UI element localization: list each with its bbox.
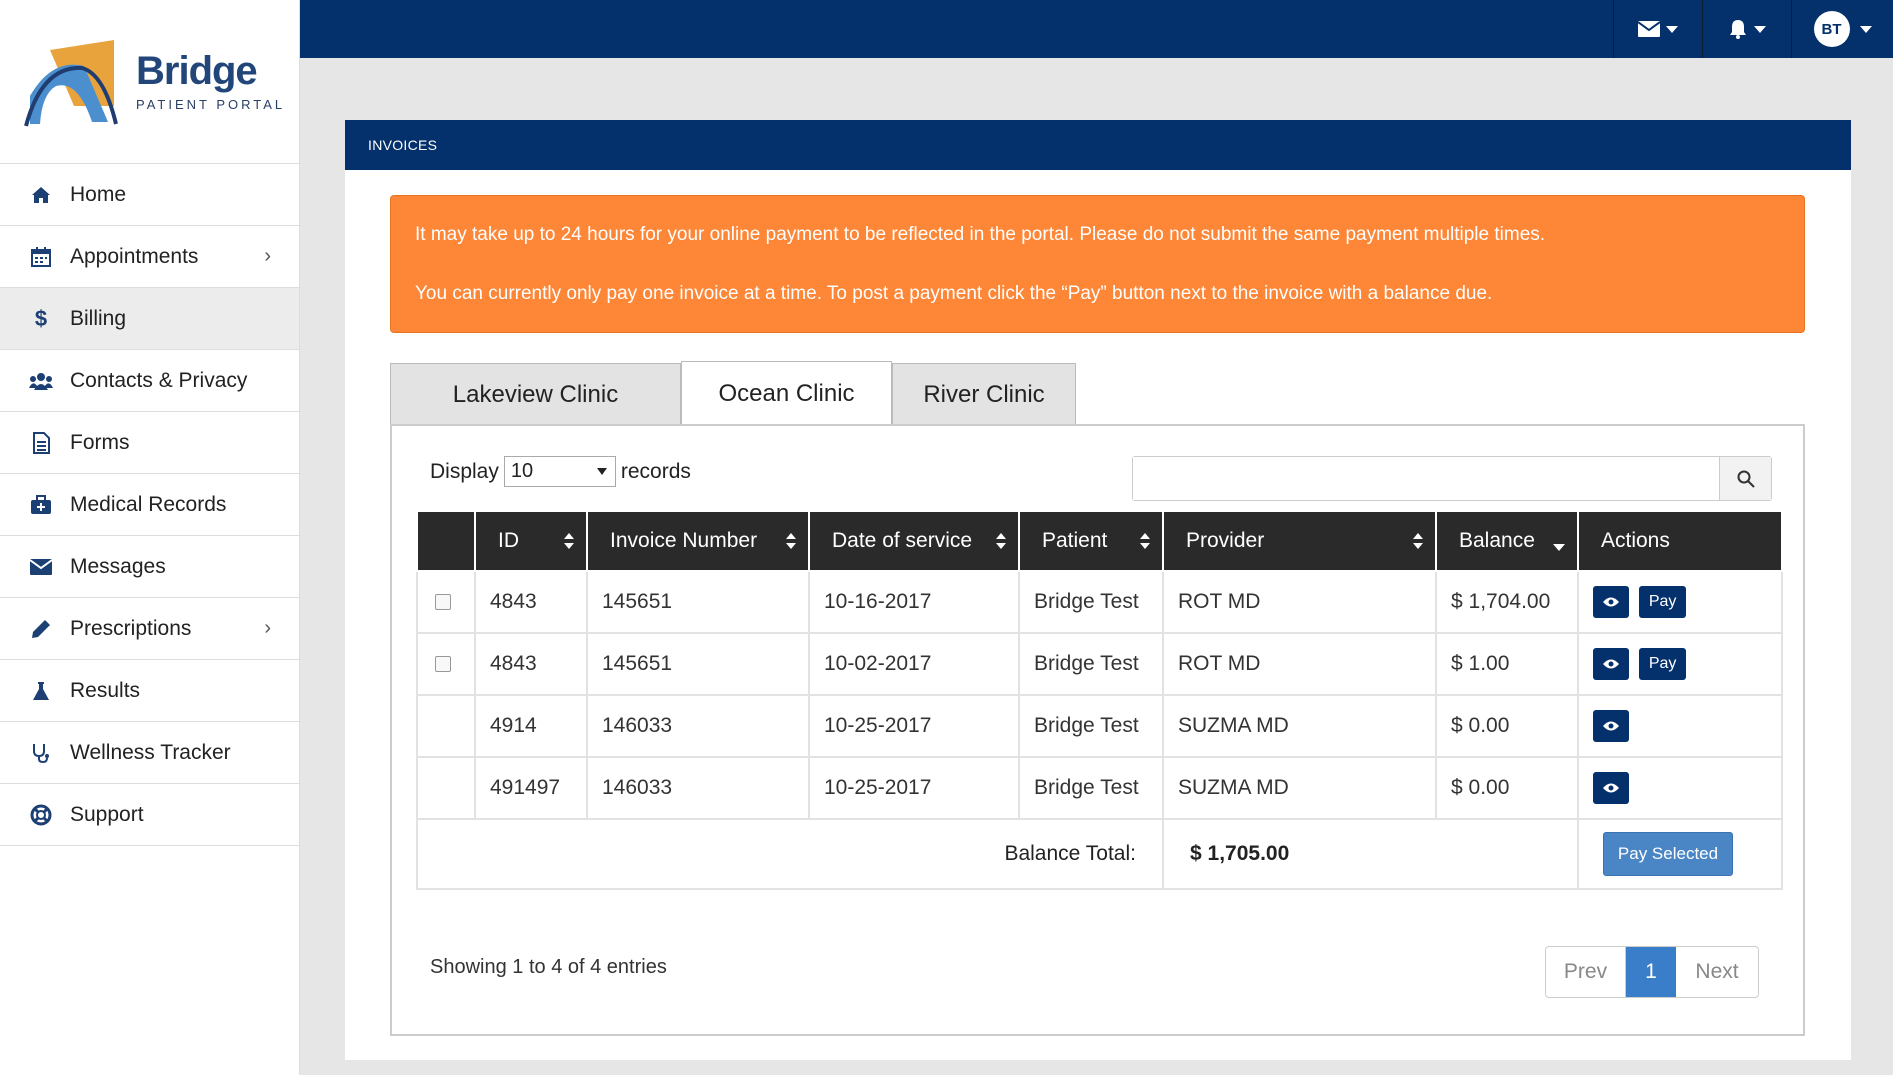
cell-actions [1578,633,1782,695]
caret-down-icon [1860,26,1872,33]
panel-title: INVOICES [345,120,1851,170]
column-header-id[interactable]: ID [475,511,587,571]
sidebar-item-label: Prescriptions [70,616,192,640]
records-per-page-select[interactable] [504,456,616,487]
column-header-provider[interactable]: Provider [1163,511,1436,571]
row-checkbox[interactable] [435,656,451,672]
payment-alert [390,195,1805,333]
caret-down-icon [1754,26,1766,33]
sidebar-item-results[interactable] [0,660,299,722]
cell-balance: $ 0.00 [1436,695,1578,757]
cell-invoice-number: 145651 [587,571,809,633]
invoices-table [416,510,1783,890]
pagination [1545,946,1759,998]
logo[interactable] [0,0,299,164]
caret-down-icon [1666,26,1678,33]
cell-actions [1578,571,1782,633]
search-box [1132,456,1772,501]
alert-line: You can currently only pay one invoice at a time. To post a payment click the “Pay” button next to the invoice with a balance due. [415,283,1493,304]
home-icon [28,183,54,207]
cell-provider: ROT MD [1163,571,1436,633]
envelope-icon [1638,21,1660,37]
view-invoice-button[interactable] [1593,586,1629,618]
alert-line: It may take up to 24 hours for your online payment to be reflected in the portal. Please do not submit the same payment multiple times. [415,224,1546,245]
cell-provider: SUZMA MD [1163,695,1436,757]
sidebar-item-wellness-tracker[interactable] [0,722,299,784]
select-column-header [417,511,475,571]
records-per-page-value: 10 [510,460,534,482]
tab-river-clinic[interactable]: River Clinic [892,363,1076,425]
display-records-control [430,456,691,487]
pencil-icon [28,617,54,641]
sidebar-item-prescriptions[interactable] [0,598,299,660]
sidebar-item-label: Forms [70,430,130,454]
cell-patient: Bridge Test [1019,757,1163,819]
document-icon [28,431,54,455]
calendar-icon [28,245,54,269]
cell-invoice-number: 146033 [587,695,809,757]
tab-lakeview-clinic[interactable]: Lakeview Clinic [390,363,681,425]
row-select-cell [417,571,475,633]
top-bar [300,0,1893,58]
column-header-balance[interactable]: Balance [1436,511,1578,571]
entries-summary: Showing 1 to 4 of 4 entries [430,956,667,978]
cell-id: 4843 [475,633,587,695]
sidebar-item-billing[interactable] [0,288,299,350]
bridge-logo-icon [22,36,122,128]
brand-tagline: PATIENT PORTAL [136,97,286,112]
invoices-panel [345,120,1851,1060]
view-invoice-button[interactable] [1593,648,1629,680]
sidebar-item-label: Messages [70,554,166,578]
cell-id: 4914 [475,695,587,757]
display-label: Display [430,459,499,483]
cell-balance: $ 1,704.00 [1436,571,1578,633]
cell-id: 4843 [475,571,587,633]
table-row [417,695,1782,757]
view-invoice-button[interactable] [1593,772,1629,804]
eye-icon [1602,720,1620,732]
tab-ocean-clinic[interactable]: Ocean Clinic [681,361,892,425]
cell-invoice-number: 146033 [587,757,809,819]
view-invoice-button[interactable] [1593,710,1629,742]
cell-provider: ROT MD [1163,633,1436,695]
cell-balance: $ 1.00 [1436,633,1578,695]
search-input[interactable] [1133,457,1719,500]
row-select-cell [417,695,475,757]
user-menu-button[interactable] [1791,0,1893,58]
column-header-patient[interactable]: Patient [1019,511,1163,571]
sidebar-item-support[interactable] [0,784,299,846]
sidebar-item-forms[interactable] [0,412,299,474]
sidebar [0,0,300,1075]
cell-date: 10-25-2017 [809,695,1019,757]
chevron-right-icon: › [264,617,271,639]
cell-patient: Bridge Test [1019,695,1163,757]
sidebar-item-label: Home [70,182,127,206]
chevron-right-icon: › [264,245,271,267]
prev-page-button[interactable]: Prev [1546,947,1626,997]
dollar-icon: $ [34,305,48,331]
sort-icon [786,533,796,551]
tab-content [390,424,1805,1036]
cell-patient: Bridge Test [1019,633,1163,695]
pay-button[interactable]: Pay [1639,648,1687,680]
pay-button[interactable]: Pay [1639,586,1687,618]
sidebar-item-label: Wellness Tracker [70,740,231,764]
eye-icon [1602,782,1620,794]
cell-date: 10-25-2017 [809,757,1019,819]
clinic-tabs [390,363,1076,425]
sort-icon [1413,533,1423,551]
row-select-cell [417,757,475,819]
brand-name: Bridge [136,49,257,93]
cell-patient: Bridge Test [1019,571,1163,633]
column-header-actions: Actions [1578,511,1782,571]
dropdown-arrow-icon [597,468,607,475]
messages-dropdown-button[interactable] [1613,0,1702,58]
sidebar-item-label: Support [70,802,144,826]
eye-icon [1602,596,1620,608]
records-label: records [620,459,691,483]
sidebar-item-label: Medical Records [70,492,227,516]
cell-actions [1578,695,1782,757]
cell-invoice-number: 145651 [587,633,809,695]
envelope-icon [28,555,54,579]
page-1-button[interactable]: 1 [1626,947,1676,997]
balance-total-label: Balance Total: [417,819,1163,889]
table-row [417,571,1782,633]
cell-actions [1578,757,1782,819]
sidebar-item-home[interactable] [0,164,299,226]
stethoscope-icon [28,741,54,765]
balance-total-row [417,819,1782,889]
column-header-invoice-number[interactable]: Invoice Number [587,511,809,571]
row-checkbox[interactable] [435,594,451,610]
sidebar-item-medical-records[interactable] [0,474,299,536]
balance-total-value: $ 1,705.00 [1163,819,1578,889]
cell-id: 491497 [475,757,587,819]
medical-kit-icon [28,493,54,517]
sidebar-item-label: Results [70,678,141,702]
flask-icon [28,679,54,703]
pay-selected-button[interactable]: Pay Selected [1603,832,1733,876]
cell-provider: SUZMA MD [1163,757,1436,819]
table-header-row [417,511,1782,571]
table-row [417,633,1782,695]
cell-date: 10-02-2017 [809,633,1019,695]
users-icon [28,369,54,393]
sort-icon [996,533,1006,551]
notifications-dropdown-button[interactable] [1702,0,1791,58]
cell-balance: $ 0.00 [1436,757,1578,819]
column-header-date-of-service[interactable]: Date of service [809,511,1019,571]
life-ring-icon [28,803,54,827]
sort-icon [1140,533,1150,551]
bell-icon [1728,19,1748,39]
sort-icon [564,533,574,551]
sidebar-item-messages[interactable] [0,536,299,598]
search-icon [1737,470,1755,488]
pay-selected-cell [1578,819,1782,889]
sidebar-item-label: Appointments [70,244,199,268]
next-page-button[interactable]: Next [1695,960,1739,983]
sidebar-item-contacts-privacy[interactable] [0,350,299,412]
avatar: BT [1814,11,1850,47]
table-row [417,757,1782,819]
sidebar-item-appointments[interactable] [0,226,299,288]
sidebar-item-label: Contacts & Privacy [70,368,248,392]
cell-date: 10-16-2017 [809,571,1019,633]
search-button[interactable] [1719,457,1771,500]
eye-icon [1602,658,1620,670]
sort-desc-icon [1553,544,1565,551]
sidebar-item-label: Billing [70,306,127,330]
row-select-cell [417,633,475,695]
